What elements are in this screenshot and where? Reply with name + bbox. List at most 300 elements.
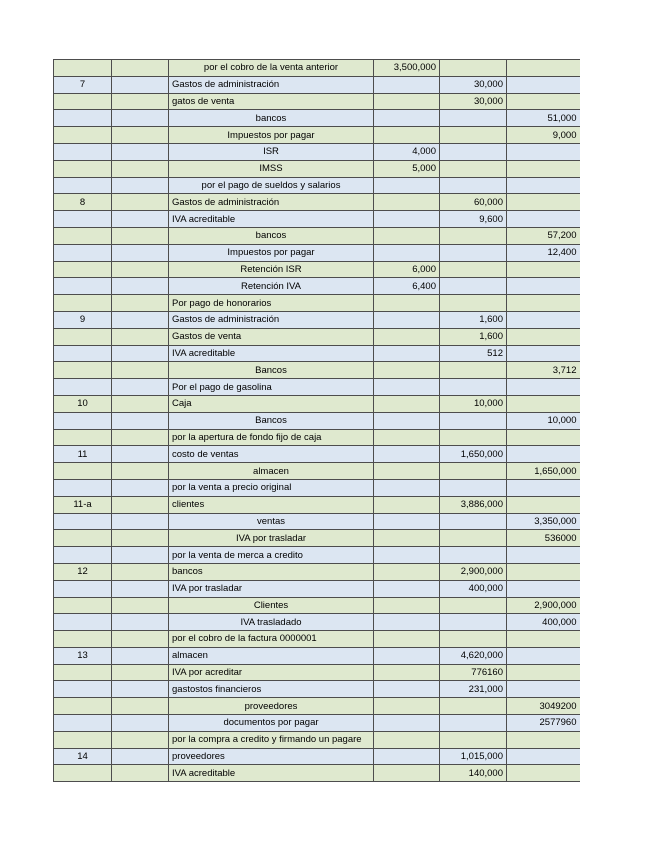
empty-cell[interactable] <box>112 631 169 648</box>
concept-cell[interactable]: bancos <box>169 227 374 244</box>
partial-amount-cell[interactable] <box>374 429 440 446</box>
credit-amount-cell[interactable] <box>507 261 580 278</box>
credit-amount-cell[interactable] <box>507 328 580 345</box>
table-row <box>54 463 580 480</box>
empty-cell[interactable] <box>112 143 169 160</box>
table-row <box>54 362 580 379</box>
empty-cell[interactable] <box>112 127 169 144</box>
concept-cell[interactable]: IVA acreditable <box>169 765 374 782</box>
credit-amount-cell[interactable] <box>507 395 580 412</box>
entry-number-cell[interactable] <box>54 127 112 144</box>
empty-cell[interactable] <box>112 446 169 463</box>
debit-amount-cell[interactable] <box>440 362 507 379</box>
partial-amount-cell[interactable] <box>374 227 440 244</box>
table-row <box>54 160 580 177</box>
debit-amount-cell[interactable]: 30,000 <box>440 76 507 93</box>
debit-amount-cell[interactable]: 400,000 <box>440 580 507 597</box>
credit-amount-cell[interactable]: 1,650,000 <box>507 463 580 480</box>
credit-amount-cell[interactable] <box>507 93 580 110</box>
table-row <box>54 513 580 530</box>
debit-amount-cell[interactable] <box>440 143 507 160</box>
entry-number-cell[interactable]: 11 <box>54 446 112 463</box>
table-row <box>54 76 580 93</box>
credit-amount-cell[interactable] <box>507 731 580 748</box>
table-row <box>54 580 580 597</box>
entry-number-cell[interactable] <box>54 60 112 77</box>
debit-amount-cell[interactable] <box>440 295 507 312</box>
credit-amount-cell[interactable] <box>507 143 580 160</box>
empty-cell[interactable] <box>112 530 169 547</box>
entry-number-cell[interactable] <box>54 681 112 698</box>
debit-amount-cell[interactable] <box>440 412 507 429</box>
debit-amount-cell[interactable] <box>440 479 507 496</box>
debit-amount-cell[interactable]: 1,650,000 <box>440 446 507 463</box>
debit-amount-cell[interactable] <box>440 60 507 77</box>
empty-cell[interactable] <box>112 496 169 513</box>
concept-cell[interactable]: IVA acreditable <box>169 345 374 362</box>
partial-amount-cell[interactable] <box>374 395 440 412</box>
empty-cell[interactable] <box>112 563 169 580</box>
table-row <box>54 261 580 278</box>
credit-amount-cell[interactable] <box>507 496 580 513</box>
empty-cell[interactable] <box>112 698 169 715</box>
concept-cell[interactable]: Gastos de administración <box>169 76 374 93</box>
debit-amount-cell[interactable]: 3,886,000 <box>440 496 507 513</box>
credit-amount-cell[interactable] <box>507 765 580 782</box>
partial-amount-cell[interactable] <box>374 580 440 597</box>
table-row <box>54 127 580 144</box>
credit-amount-cell[interactable]: 400,000 <box>507 614 580 631</box>
credit-amount-cell[interactable]: 9,000 <box>507 127 580 144</box>
concept-cell[interactable]: clientes <box>169 496 374 513</box>
empty-cell[interactable] <box>112 681 169 698</box>
concept-cell[interactable]: por el pago de sueldos y salarios <box>169 177 374 194</box>
table-row <box>54 614 580 631</box>
partial-amount-cell[interactable] <box>374 563 440 580</box>
partial-amount-cell[interactable] <box>374 631 440 648</box>
debit-amount-cell[interactable]: 10,000 <box>440 395 507 412</box>
entry-number-cell[interactable] <box>54 211 112 228</box>
partial-amount-cell[interactable]: 6,000 <box>374 261 440 278</box>
partial-amount-cell[interactable] <box>374 765 440 782</box>
debit-amount-cell[interactable]: 30,000 <box>440 93 507 110</box>
debit-amount-cell[interactable] <box>440 227 507 244</box>
entry-number-cell[interactable] <box>54 765 112 782</box>
debit-amount-cell[interactable]: 4,620,000 <box>440 647 507 664</box>
empty-cell[interactable] <box>112 76 169 93</box>
entry-number-cell[interactable] <box>54 715 112 732</box>
entry-number-cell[interactable]: 14 <box>54 748 112 765</box>
concept-cell[interactable]: IMSS <box>169 160 374 177</box>
concept-cell[interactable]: proveedores <box>169 698 374 715</box>
partial-amount-cell[interactable] <box>374 295 440 312</box>
empty-cell[interactable] <box>112 110 169 127</box>
empty-cell[interactable] <box>112 227 169 244</box>
concept-cell[interactable]: IVA por trasladar <box>169 530 374 547</box>
table-row <box>54 479 580 496</box>
table-row <box>54 311 580 328</box>
entry-number-cell[interactable] <box>54 295 112 312</box>
empty-cell[interactable] <box>112 295 169 312</box>
empty-cell[interactable] <box>112 731 169 748</box>
concept-cell[interactable]: Retención ISR <box>169 261 374 278</box>
partial-amount-cell[interactable] <box>374 244 440 261</box>
entry-number-cell[interactable] <box>54 513 112 530</box>
credit-amount-cell[interactable] <box>507 647 580 664</box>
partial-amount-cell[interactable] <box>374 513 440 530</box>
concept-cell[interactable]: por la venta a precio original <box>169 479 374 496</box>
partial-amount-cell[interactable] <box>374 177 440 194</box>
debit-amount-cell[interactable]: 1,600 <box>440 328 507 345</box>
debit-amount-cell[interactable] <box>440 160 507 177</box>
table-row <box>54 446 580 463</box>
empty-cell[interactable] <box>112 597 169 614</box>
debit-amount-cell[interactable]: 1,015,000 <box>440 748 507 765</box>
partial-amount-cell[interactable] <box>374 664 440 681</box>
table-row <box>54 496 580 513</box>
concept-cell[interactable]: Bancos <box>169 412 374 429</box>
credit-amount-cell[interactable] <box>507 278 580 295</box>
entry-number-cell[interactable]: 10 <box>54 395 112 412</box>
table-row <box>54 429 580 446</box>
concept-cell[interactable]: Caja <box>169 395 374 412</box>
concept-cell[interactable]: Gastos de administración <box>169 194 374 211</box>
debit-amount-cell[interactable] <box>440 110 507 127</box>
credit-amount-cell[interactable]: 2,900,000 <box>507 597 580 614</box>
table-row <box>54 530 580 547</box>
empty-cell[interactable] <box>112 177 169 194</box>
partial-amount-cell[interactable]: 4,000 <box>374 143 440 160</box>
debit-amount-cell[interactable] <box>440 631 507 648</box>
entry-number-cell[interactable] <box>54 379 112 396</box>
debit-amount-cell[interactable] <box>440 530 507 547</box>
credit-amount-cell[interactable]: 3,712 <box>507 362 580 379</box>
partial-amount-cell[interactable]: 6,400 <box>374 278 440 295</box>
debit-amount-cell[interactable] <box>440 547 507 564</box>
credit-amount-cell[interactable]: 57,200 <box>507 227 580 244</box>
partial-amount-cell[interactable] <box>374 496 440 513</box>
table-row <box>54 379 580 396</box>
partial-amount-cell[interactable] <box>374 463 440 480</box>
entry-number-cell[interactable]: 7 <box>54 76 112 93</box>
concept-cell[interactable]: Clientes <box>169 597 374 614</box>
credit-amount-cell[interactable] <box>507 429 580 446</box>
empty-cell[interactable] <box>112 479 169 496</box>
empty-cell[interactable] <box>112 278 169 295</box>
table-row <box>54 345 580 362</box>
empty-cell[interactable] <box>112 580 169 597</box>
partial-amount-cell[interactable] <box>374 328 440 345</box>
table-row <box>54 295 580 312</box>
partial-amount-cell[interactable] <box>374 362 440 379</box>
debit-amount-cell[interactable] <box>440 261 507 278</box>
entry-number-cell[interactable] <box>54 160 112 177</box>
empty-cell[interactable] <box>112 93 169 110</box>
table-row <box>54 765 580 782</box>
concept-cell[interactable]: almacen <box>169 647 374 664</box>
table-row <box>54 227 580 244</box>
empty-cell[interactable] <box>112 647 169 664</box>
credit-amount-cell[interactable] <box>507 311 580 328</box>
debit-amount-cell[interactable] <box>440 278 507 295</box>
empty-cell[interactable] <box>112 395 169 412</box>
partial-amount-cell[interactable] <box>374 614 440 631</box>
entry-number-cell[interactable] <box>54 227 112 244</box>
entry-number-cell[interactable] <box>54 547 112 564</box>
partial-amount-cell[interactable] <box>374 93 440 110</box>
debit-amount-cell[interactable] <box>440 614 507 631</box>
entry-number-cell[interactable] <box>54 731 112 748</box>
empty-cell[interactable] <box>112 160 169 177</box>
table-row <box>54 194 580 211</box>
empty-cell[interactable] <box>112 328 169 345</box>
partial-amount-cell[interactable] <box>374 311 440 328</box>
credit-amount-cell[interactable] <box>507 748 580 765</box>
concept-cell[interactable]: IVA por trasladar <box>169 580 374 597</box>
empty-cell[interactable] <box>112 463 169 480</box>
partial-amount-cell[interactable] <box>374 76 440 93</box>
empty-cell[interactable] <box>112 379 169 396</box>
table-row <box>54 110 580 127</box>
entry-number-cell[interactable] <box>54 110 112 127</box>
table-row <box>54 278 580 295</box>
concept-cell[interactable]: IVA trasladado <box>169 614 374 631</box>
partial-amount-cell[interactable] <box>374 345 440 362</box>
debit-amount-cell[interactable] <box>440 244 507 261</box>
debit-amount-cell[interactable]: 1,600 <box>440 311 507 328</box>
debit-amount-cell[interactable] <box>440 698 507 715</box>
concept-cell[interactable]: gastostos financieros <box>169 681 374 698</box>
table-row <box>54 647 580 664</box>
entry-number-cell[interactable] <box>54 345 112 362</box>
empty-cell[interactable] <box>112 261 169 278</box>
entry-number-cell[interactable] <box>54 328 112 345</box>
entry-number-cell[interactable]: 8 <box>54 194 112 211</box>
credit-amount-cell[interactable] <box>507 580 580 597</box>
concept-cell[interactable]: proveedores <box>169 748 374 765</box>
table-row <box>54 211 580 228</box>
partial-amount-cell[interactable] <box>374 547 440 564</box>
concept-cell[interactable]: por el cobro de la factura 0000001 <box>169 631 374 648</box>
entry-number-cell[interactable] <box>54 177 112 194</box>
entry-number-cell[interactable] <box>54 278 112 295</box>
credit-amount-cell[interactable] <box>507 60 580 77</box>
concept-cell[interactable]: por la apertura de fondo fijo de caja <box>169 429 374 446</box>
table-row <box>54 177 580 194</box>
table-row <box>54 715 580 732</box>
credit-amount-cell[interactable]: 51,000 <box>507 110 580 127</box>
empty-cell[interactable] <box>112 614 169 631</box>
credit-amount-cell[interactable] <box>507 681 580 698</box>
concept-cell[interactable]: bancos <box>169 563 374 580</box>
debit-amount-cell[interactable]: 140,000 <box>440 765 507 782</box>
empty-cell[interactable] <box>112 194 169 211</box>
table-row <box>54 143 580 160</box>
credit-amount-cell[interactable] <box>507 664 580 681</box>
concept-cell[interactable]: costo de ventas <box>169 446 374 463</box>
partial-amount-cell[interactable] <box>374 379 440 396</box>
empty-cell[interactable] <box>112 244 169 261</box>
table-row <box>54 563 580 580</box>
debit-amount-cell[interactable] <box>440 127 507 144</box>
entry-number-cell[interactable] <box>54 93 112 110</box>
partial-amount-cell[interactable] <box>374 748 440 765</box>
empty-cell[interactable] <box>112 362 169 379</box>
entry-number-cell[interactable]: 13 <box>54 647 112 664</box>
partial-amount-cell[interactable] <box>374 647 440 664</box>
partial-amount-cell[interactable] <box>374 211 440 228</box>
credit-amount-cell[interactable]: 536000 <box>507 530 580 547</box>
concept-cell[interactable]: por la venta de merca a credito <box>169 547 374 564</box>
entry-number-cell[interactable]: 9 <box>54 311 112 328</box>
table-row <box>54 412 580 429</box>
table-row <box>54 244 580 261</box>
entry-number-cell[interactable] <box>54 412 112 429</box>
debit-amount-cell[interactable]: 512 <box>440 345 507 362</box>
journal-table <box>53 59 580 782</box>
credit-amount-cell[interactable] <box>507 76 580 93</box>
empty-cell[interactable] <box>112 412 169 429</box>
debit-amount-cell[interactable] <box>440 731 507 748</box>
concept-cell[interactable]: IVA acreditable <box>169 211 374 228</box>
partial-amount-cell[interactable] <box>374 110 440 127</box>
credit-amount-cell[interactable] <box>507 631 580 648</box>
credit-amount-cell[interactable] <box>507 563 580 580</box>
credit-amount-cell[interactable] <box>507 194 580 211</box>
partial-amount-cell[interactable] <box>374 698 440 715</box>
concept-cell[interactable]: IVA por acreditar <box>169 664 374 681</box>
credit-amount-cell[interactable] <box>507 479 580 496</box>
concept-cell[interactable]: ventas <box>169 513 374 530</box>
debit-amount-cell[interactable]: 9,600 <box>440 211 507 228</box>
debit-amount-cell[interactable]: 776160 <box>440 664 507 681</box>
credit-amount-cell[interactable]: 12,400 <box>507 244 580 261</box>
journal-table-body <box>54 60 580 782</box>
table-row <box>54 631 580 648</box>
table-row <box>54 93 580 110</box>
concept-cell[interactable]: documentos por pagar <box>169 715 374 732</box>
partial-amount-cell[interactable] <box>374 530 440 547</box>
table-row <box>54 597 580 614</box>
empty-cell[interactable] <box>112 513 169 530</box>
empty-cell[interactable] <box>112 547 169 564</box>
debit-amount-cell[interactable] <box>440 597 507 614</box>
concept-cell[interactable]: Gastos de administración <box>169 311 374 328</box>
concept-cell[interactable]: Por pago de honorarios <box>169 295 374 312</box>
entry-number-cell[interactable] <box>54 429 112 446</box>
credit-amount-cell[interactable]: 3049200 <box>507 698 580 715</box>
credit-amount-cell[interactable] <box>507 547 580 564</box>
concept-cell[interactable]: Gastos de venta <box>169 328 374 345</box>
empty-cell[interactable] <box>112 60 169 77</box>
credit-amount-cell[interactable]: 2577960 <box>507 715 580 732</box>
concept-cell[interactable]: Bancos <box>169 362 374 379</box>
partial-amount-cell[interactable] <box>374 479 440 496</box>
entry-number-cell[interactable] <box>54 530 112 547</box>
concept-cell[interactable]: bancos <box>169 110 374 127</box>
table-row <box>54 748 580 765</box>
entry-number-cell[interactable] <box>54 143 112 160</box>
empty-cell[interactable] <box>112 715 169 732</box>
partial-amount-cell[interactable] <box>374 127 440 144</box>
entry-number-cell[interactable] <box>54 244 112 261</box>
concept-cell[interactable]: ISR <box>169 143 374 160</box>
entry-number-cell[interactable] <box>54 664 112 681</box>
credit-amount-cell[interactable] <box>507 211 580 228</box>
entry-number-cell[interactable] <box>54 597 112 614</box>
empty-cell[interactable] <box>112 211 169 228</box>
partial-amount-cell[interactable] <box>374 446 440 463</box>
table-row <box>54 547 580 564</box>
credit-amount-cell[interactable]: 10,000 <box>507 412 580 429</box>
table-row <box>54 681 580 698</box>
debit-amount-cell[interactable]: 2,900,000 <box>440 563 507 580</box>
entry-number-cell[interactable] <box>54 698 112 715</box>
concept-cell[interactable]: Impuestos por pagar <box>169 127 374 144</box>
empty-cell[interactable] <box>112 311 169 328</box>
entry-number-cell[interactable] <box>54 261 112 278</box>
debit-amount-cell[interactable]: 60,000 <box>440 194 507 211</box>
credit-amount-cell[interactable]: 3,350,000 <box>507 513 580 530</box>
empty-cell[interactable] <box>112 345 169 362</box>
concept-cell[interactable]: por la compra a credito y firmando un pagare <box>169 731 374 748</box>
empty-cell[interactable] <box>112 664 169 681</box>
table-row <box>54 60 580 77</box>
empty-cell[interactable] <box>112 765 169 782</box>
partial-amount-cell[interactable]: 5,000 <box>374 160 440 177</box>
entry-number-cell[interactable] <box>54 479 112 496</box>
empty-cell[interactable] <box>112 748 169 765</box>
concept-cell[interactable]: almacen <box>169 463 374 480</box>
entry-number-cell[interactable]: 11-a <box>54 496 112 513</box>
partial-amount-cell[interactable] <box>374 681 440 698</box>
debit-amount-cell[interactable] <box>440 429 507 446</box>
debit-amount-cell[interactable] <box>440 379 507 396</box>
concept-cell[interactable]: Retención IVA <box>169 278 374 295</box>
debit-amount-cell[interactable]: 231,000 <box>440 681 507 698</box>
debit-amount-cell[interactable] <box>440 177 507 194</box>
entry-number-cell[interactable] <box>54 362 112 379</box>
credit-amount-cell[interactable] <box>507 446 580 463</box>
entry-number-cell[interactable] <box>54 463 112 480</box>
credit-amount-cell[interactable] <box>507 160 580 177</box>
concept-cell[interactable]: gatos de venta <box>169 93 374 110</box>
entry-number-cell[interactable] <box>54 614 112 631</box>
partial-amount-cell[interactable] <box>374 597 440 614</box>
entry-number-cell[interactable]: 12 <box>54 563 112 580</box>
credit-amount-cell[interactable] <box>507 345 580 362</box>
partial-amount-cell[interactable] <box>374 715 440 732</box>
entry-number-cell[interactable] <box>54 580 112 597</box>
debit-amount-cell[interactable] <box>440 513 507 530</box>
table-row <box>54 395 580 412</box>
concept-cell[interactable]: Por el pago de gasolina <box>169 379 374 396</box>
concept-cell[interactable]: Impuestos por pagar <box>169 244 374 261</box>
empty-cell[interactable] <box>112 429 169 446</box>
credit-amount-cell[interactable] <box>507 379 580 396</box>
table-row <box>54 664 580 681</box>
concept-cell[interactable]: por el cobro de la venta anterior <box>169 60 374 77</box>
credit-amount-cell[interactable] <box>507 177 580 194</box>
partial-amount-cell[interactable] <box>374 194 440 211</box>
partial-amount-cell[interactable] <box>374 412 440 429</box>
debit-amount-cell[interactable] <box>440 463 507 480</box>
debit-amount-cell[interactable] <box>440 715 507 732</box>
partial-amount-cell[interactable] <box>374 731 440 748</box>
partial-amount-cell[interactable]: 3,500,000 <box>374 60 440 77</box>
credit-amount-cell[interactable] <box>507 295 580 312</box>
entry-number-cell[interactable] <box>54 631 112 648</box>
